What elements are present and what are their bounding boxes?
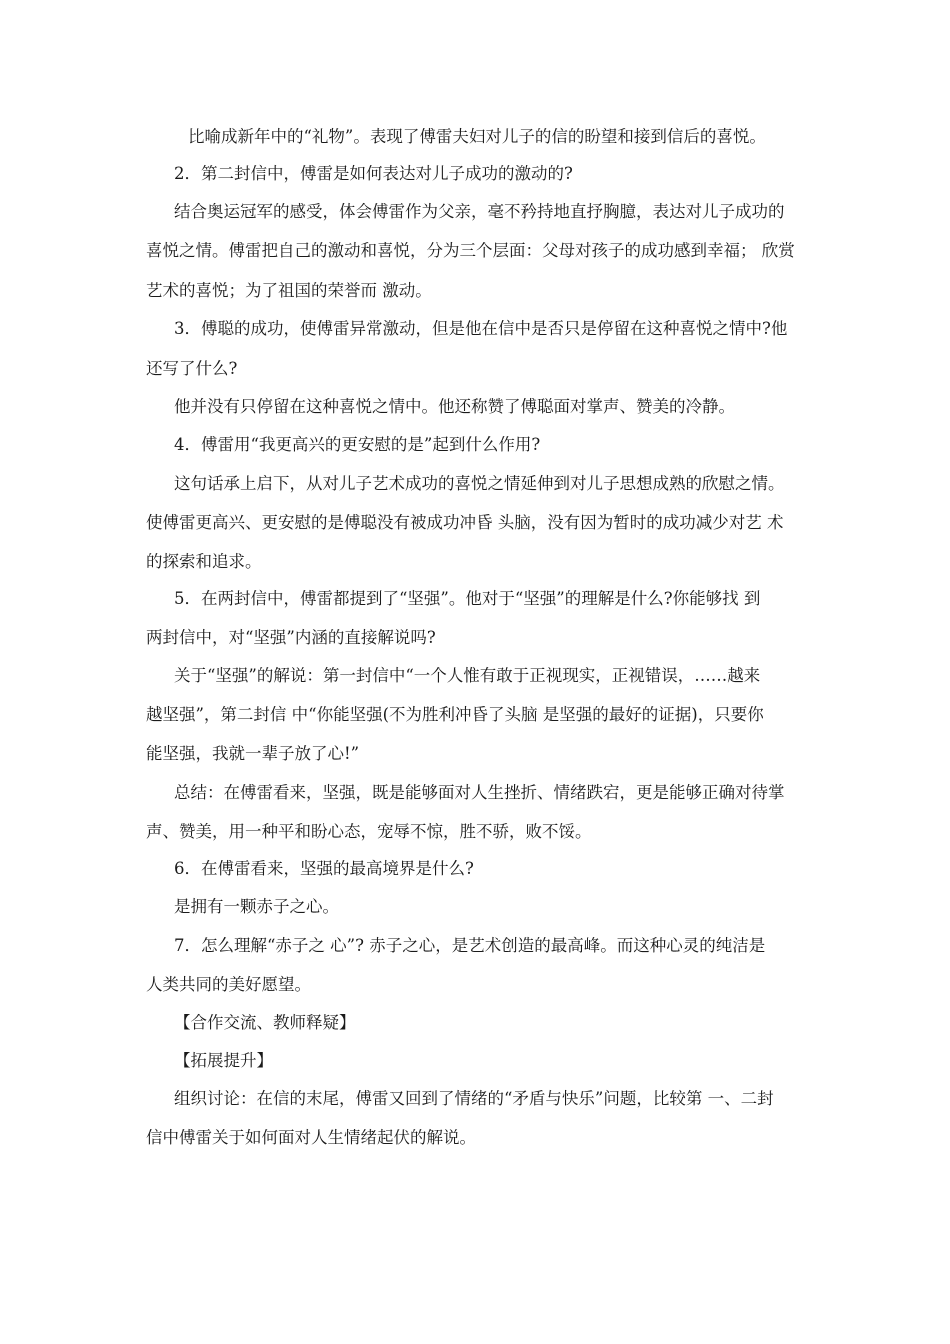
text-line: 这句话承上启下，从对儿子艺术成功的喜悦之情延伸到对儿子思想成熟的欣慰之情。 [174, 474, 785, 493]
question-3: 3．傅聪的成功，使傅雷异常激动，但是他在信中是否只是停留在这种喜悦之情中?他 [174, 319, 788, 338]
section-heading: 【合作交流、教师释疑】 [174, 1013, 356, 1032]
text-line: 的探索和追求。 [146, 552, 262, 571]
text-line: 组织讨论：在信的末尾，傅雷又回到了情绪的“矛盾与快乐”问题，比较第 一、二封 [174, 1089, 774, 1108]
question-5: 5．在两封信中，傅雷都提到了“坚强”。他对于“坚强”的理解是什么?你能够找 到 [174, 589, 761, 608]
text-line: 使傅雷更高兴、更安慰的是傅聪没有被成功冲昏 头脑，没有因为暂时的成功减少对艺 术 [146, 513, 784, 532]
section-heading: 【拓展提升】 [174, 1051, 273, 1070]
question-7: 7．怎么理解“赤子之 心”? 赤子之心，是艺术创造的最高峰。而这种心灵的纯洁是 [174, 936, 766, 955]
question-2: 2．第二封信中，傅雷是如何表达对儿子成功的激动的? [174, 164, 573, 183]
text-line: 他并没有只停留在这种喜悦之情中。他还称赞了傅聪面对掌声、赞美的冷静。 [174, 397, 735, 416]
text-line: 信中傅雷关于如何面对人生情绪起伏的解说。 [146, 1128, 476, 1147]
text-line: 两封信中，对“坚强”内涵的直接解说吗? [146, 628, 436, 647]
question-4: 4．傅雷用“我更高兴的更安慰的是”起到什么作用? [174, 435, 541, 454]
text-line: 关于“坚强”的解说：第一封信中“一个人惟有敢于正视现实，正视错误，……越来 [174, 666, 761, 685]
text-line: 能坚强，我就一辈子放了心!” [146, 744, 360, 763]
text-line: 喜悦之情。傅雷把自己的激动和喜悦，分为三个层面：父母对孩子的成功感到幸福； 欣赏 [146, 241, 795, 260]
text-line: 越坚强”，第二封信 中“你能坚强(不为胜利冲昏了头脑 是坚强的最好的证据)，只要你 [146, 705, 764, 724]
text-line: 声、赞美，用一种平和盼心态，宠辱不惊，胜不骄，败不馁。 [146, 822, 592, 841]
text-line: 人类共同的美好愿望。 [146, 975, 311, 994]
text-line: 结合奥运冠军的感受，体会傅雷作为父亲，毫不矜持地直抒胸臆，表达对儿子成功的 [174, 202, 785, 221]
question-6: 6．在傅雷看来，坚强的最高境界是什么? [174, 859, 474, 878]
text-line: 总结：在傅雷看来，坚强，既是能够面对人生挫折、情绪跌宕，更是能够正确对待掌 [174, 783, 785, 802]
text-line: 还写了什么? [146, 359, 238, 378]
text-line: 是拥有一颗赤子之心。 [174, 897, 339, 916]
text-line: 艺术的喜悦；为了祖国的荣誉而 激动。 [146, 281, 432, 300]
text-line: 比喻成新年中的“礼物”。表现了傅雷夫妇对儿子的信的盼望和接到信后的喜悦。 [188, 127, 766, 146]
